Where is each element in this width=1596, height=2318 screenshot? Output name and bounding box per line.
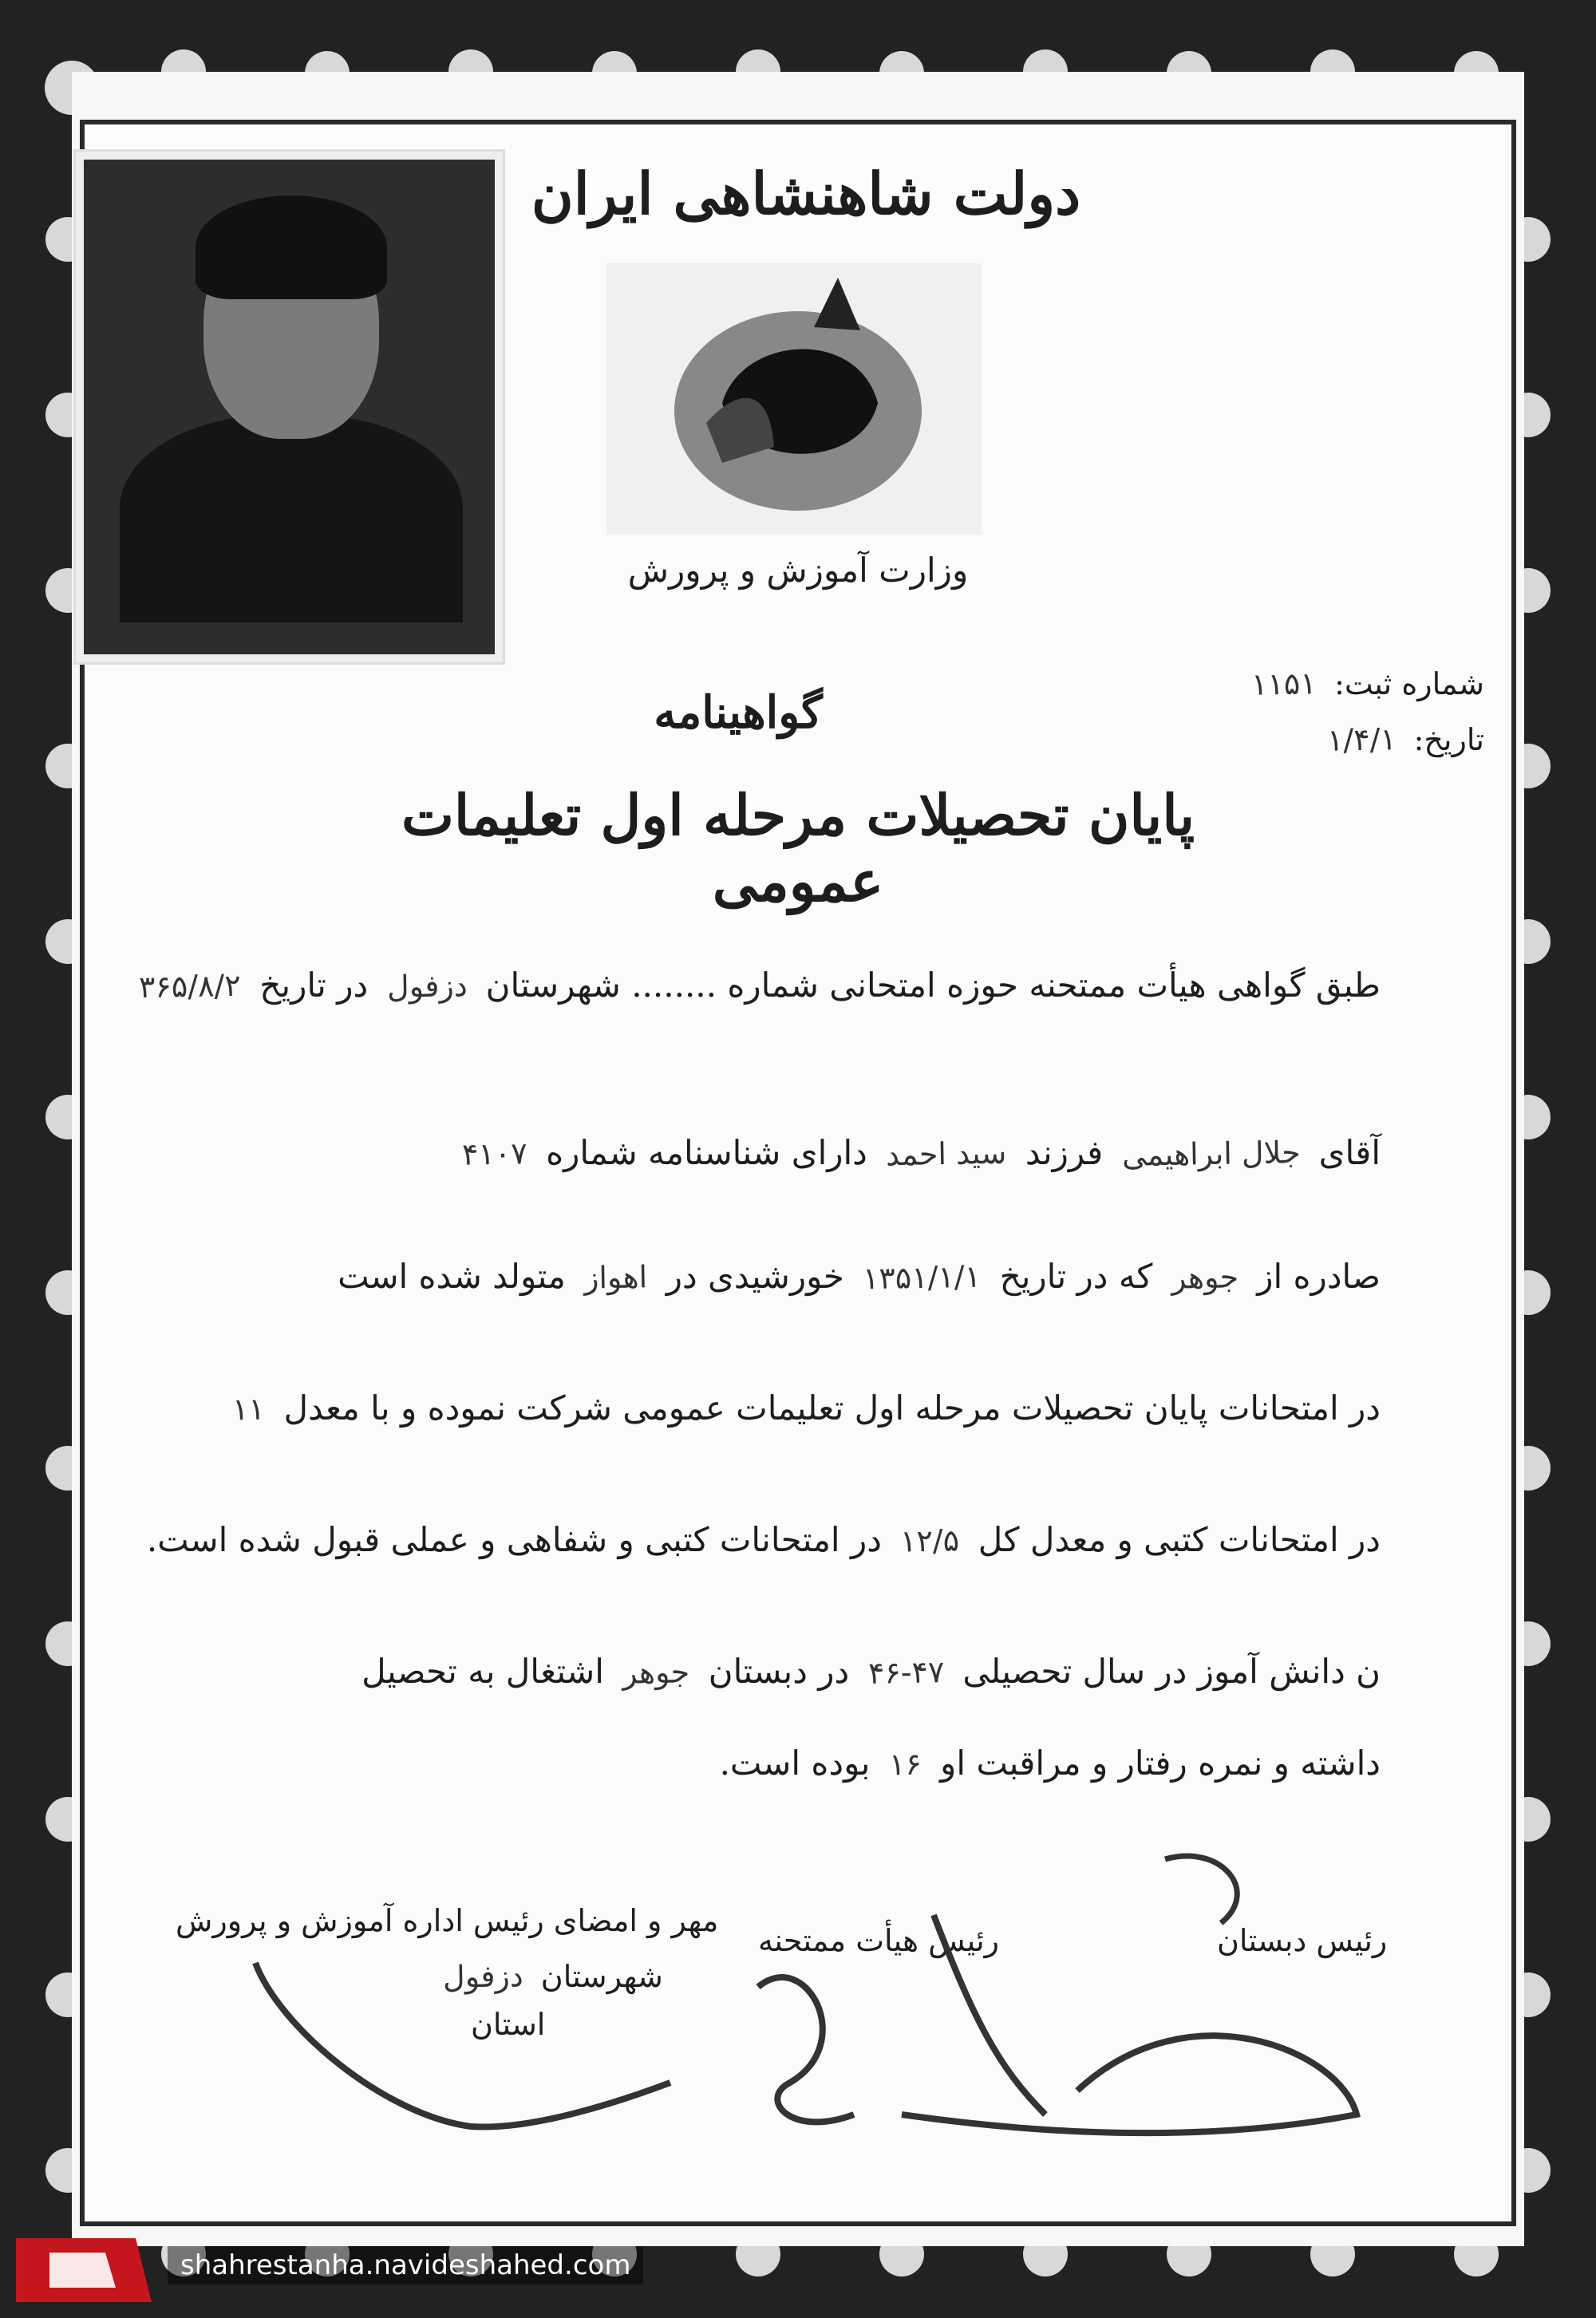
student-photo [76, 152, 503, 662]
line1-date: ۳۶۵/۸/۲ [138, 967, 242, 1005]
line3-calendar: خورشیدی در [666, 1257, 844, 1296]
line7-end: بوده است. [719, 1743, 871, 1783]
lion-and-sun-emblem-icon [606, 263, 982, 535]
line6-year: ۴۶-۴۷ [867, 1654, 945, 1691]
principal-signature-label: رئیس دبستان [1217, 1923, 1388, 1958]
line6-end: اشتغال به تحصیل [361, 1652, 604, 1691]
registration-number-label: شماره ثبت [1344, 666, 1484, 701]
state-title: دولت شاهنشاهی ایران [531, 160, 1081, 227]
line6-school: جوهر [622, 1654, 690, 1691]
line2-title: آقای [1318, 1133, 1381, 1172]
handwritten-signatures [184, 1803, 1500, 2218]
registration-date: تاریخ: ۱/۴/۱ [1326, 721, 1484, 758]
body-line-3 [223, 1257, 1381, 1297]
line2-name: جلال ابراهیمی [1121, 1135, 1301, 1173]
line4-grade: ۱۱ [231, 1391, 266, 1428]
body-line-1 [138, 966, 1381, 1005]
certificate-title: گواهینامه [654, 686, 823, 739]
ministry-name: وزارت آموزش و پرورش [627, 551, 969, 590]
certificate-subtitle: پایان تحصیلات مرحله اول تعلیمات عمومی [401, 782, 1195, 914]
site-watermark-text: shahrestanha.navideshahed.com [168, 2246, 643, 2284]
city-value: دزفول [442, 1958, 524, 1995]
registration-date-label: تاریخ [1424, 722, 1484, 757]
line7-start: داشته و نمره رفتار و مراقبت او [940, 1743, 1381, 1783]
city-label-text: شهرستان [540, 1959, 663, 1994]
office-signature-label: مهر و امضای رئیس اداره آموزش و پرورش [176, 1903, 719, 1938]
line1-city: دزفول [386, 968, 468, 1005]
line2-father: سید احمد [885, 1135, 1007, 1173]
line3-date: ۱۳۵۱/۱/۱ [862, 1258, 982, 1297]
line1-dots: ........ [631, 966, 717, 1005]
body-line-7 [223, 1743, 1381, 1783]
line3-issued-label: صادره از [1257, 1257, 1381, 1296]
registration-number: شماره ثبت: ۱۱۵۱ [1250, 665, 1484, 702]
body-line-4 [223, 1388, 1381, 1428]
line2-child-label: فرزند [1025, 1133, 1104, 1172]
board-signature-label: رئیس هیأت ممتحنه [758, 1923, 1000, 1958]
line1-date-label: در تاریخ [259, 966, 369, 1005]
line3-date-label: که در تاریخ [999, 1257, 1153, 1296]
line7-grade: ۱۶ [888, 1746, 922, 1783]
body-line-2 [223, 1133, 1381, 1173]
line1-start: طبق گواهی هیأت ممتحنه حوزه امتحانی شماره [727, 966, 1381, 1005]
line5-start: در امتحانات کتبی و معدل کل [978, 1520, 1381, 1559]
registration-number-value: ۱۱۵۱ [1250, 665, 1317, 702]
line2-id-label: دارای شناسنامه شماره [546, 1133, 867, 1172]
body-line-5 [146, 1520, 1381, 1560]
line3-end: متولد شده است [338, 1257, 566, 1296]
line1-city-label: شهرستان [485, 966, 621, 1005]
line3-place: اهواز [583, 1259, 648, 1296]
line6-start: ن دانش آموز در سال تحصیلی [962, 1652, 1381, 1691]
line4-text: در امتحانات پایان تحصیلات مرحله اول تعلیمات عمومی شرکت نموده و با معدل [283, 1388, 1381, 1428]
province-label: استان [471, 2007, 546, 2042]
line6-school-label: در دبستان [708, 1652, 850, 1691]
line3-issued: جوهر [1171, 1259, 1239, 1296]
line2-id: ۴۱۰۷ [461, 1135, 528, 1172]
registration-date-value: ۱/۴/۱ [1326, 721, 1396, 758]
body-line-6 [223, 1652, 1381, 1692]
line5-end: در امتحانات کتبی و شفاهی و عملی قبول شده است. [146, 1520, 882, 1559]
line5-grade: ۱۲/۵ [899, 1522, 960, 1559]
